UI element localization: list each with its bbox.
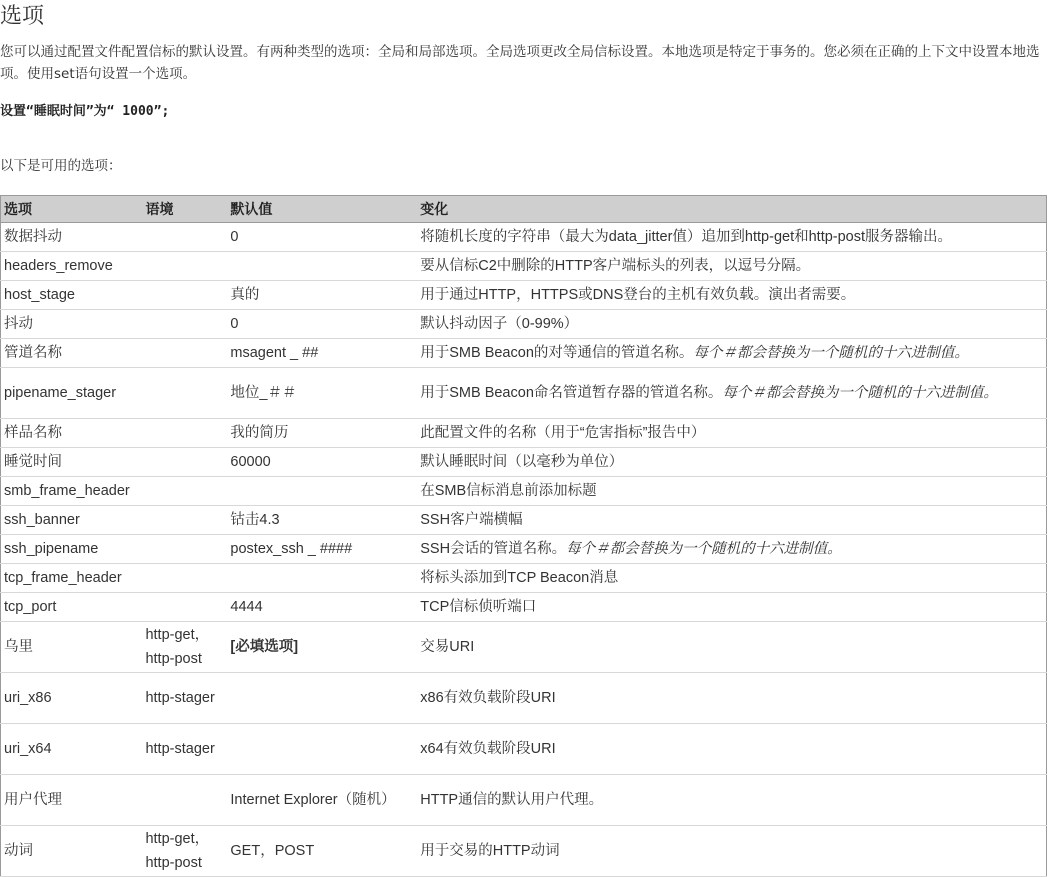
cell-change: 默认睡眠时间（以毫秒为单位） <box>417 448 1046 477</box>
available-options-label: 以下是可用的选项： <box>0 158 122 174</box>
cell-context: http-get，http-post <box>142 622 227 673</box>
table-row <box>1 448 1047 477</box>
cell-default: 钴击4.3 <box>227 506 417 535</box>
cell-option: 乌里 <box>1 622 143 673</box>
cell-default <box>227 724 417 775</box>
cell-option: ssh_pipename <box>1 535 143 564</box>
table-row <box>1 564 1047 593</box>
cell-change: SSH客户端横幅 <box>417 506 1046 535</box>
cell-context <box>142 448 227 477</box>
cell-default: 0 <box>227 223 417 252</box>
cell-option: uri_x64 <box>1 724 143 775</box>
cell-option: pipename_stager <box>1 368 143 419</box>
cell-change: 用于交易的HTTP动词 <box>417 826 1046 877</box>
cell-context <box>142 252 227 281</box>
cell-default: 60000 <box>227 448 417 477</box>
cell-change: 此配置文件的名称（用于“危害指标”报告中） <box>417 419 1046 448</box>
cell-default: Internet Explorer（随机） <box>227 775 417 826</box>
cell-default: 地位_＃＃ <box>227 368 417 419</box>
table-row <box>1 724 1047 775</box>
cell-context <box>142 368 227 419</box>
cell-context: http-stager <box>142 724 227 775</box>
page-title: 选项 <box>0 4 45 29</box>
cell-context: http-get，http-post <box>142 826 227 877</box>
cell-default: msagent _ ## <box>227 339 417 368</box>
table-row <box>1 593 1047 622</box>
cell-option: 睡觉时间 <box>1 448 143 477</box>
table-row <box>1 252 1047 281</box>
options-table <box>0 195 1047 877</box>
header-default: 默认值 <box>227 196 417 223</box>
cell-change: 在SMB信标消息前添加标题 <box>417 477 1046 506</box>
cell-note: 每个＃都会替换为一个随机的十六进制值。 <box>693 345 969 361</box>
cell-option: 用户代理 <box>1 775 143 826</box>
intro-paragraph: 您可以通过配置文件配置信标的默认设置。有两种类型的选项：全局和局部选项。全局选项更改全局信标设置。本地选项是特定于事务的。您必须在正确的上下文中设置本地选项。使用set语句设置一个选项。 <box>0 44 1040 82</box>
cell-change: 默认抖动因子（0-99%） <box>417 310 1046 339</box>
cell-context <box>142 775 227 826</box>
cell-option: host_stage <box>1 281 143 310</box>
cell-option: 样品名称 <box>1 419 143 448</box>
cell-default: 真的 <box>227 281 417 310</box>
cell-option: ssh_banner <box>1 506 143 535</box>
header-option: 选项 <box>1 196 143 223</box>
cell-option: tcp_frame_header <box>1 564 143 593</box>
cell-context <box>142 477 227 506</box>
cell-context <box>142 564 227 593</box>
cell-default: postex_ssh _ #### <box>227 535 417 564</box>
table-row <box>1 775 1047 826</box>
table-row <box>1 673 1047 724</box>
cell-context <box>142 339 227 368</box>
cell-default <box>227 252 417 281</box>
cell-context <box>142 535 227 564</box>
cell-default <box>227 477 417 506</box>
cell-option: uri_x86 <box>1 673 143 724</box>
header-change: 变化 <box>417 196 1046 223</box>
cell-context <box>142 281 227 310</box>
cell-change: HTTP通信的默认用户代理。 <box>417 775 1046 826</box>
table-row <box>1 223 1047 252</box>
header-context: 语境 <box>142 196 227 223</box>
table-row <box>1 419 1047 448</box>
cell-change: SSH会话的管道名称。每个＃都会替换为一个随机的十六进制值。 <box>417 535 1046 564</box>
cell-default <box>227 564 417 593</box>
cell-change: 用于SMB Beacon的对等通信的管道名称。每个＃都会替换为一个随机的十六进制值。 <box>417 339 1046 368</box>
cell-default: [必填选项] <box>227 622 417 673</box>
cell-option: 动词 <box>1 826 143 877</box>
cell-change: 要从信标C2中删除的HTTP客户端标头的列表，以逗号分隔。 <box>417 252 1046 281</box>
cell-default: 0 <box>227 310 417 339</box>
table-row <box>1 281 1047 310</box>
cell-context <box>142 223 227 252</box>
cell-context <box>142 310 227 339</box>
cell-change: 用于通过HTTP，HTTPS或DNS登台的主机有效负载。演出者需要。 <box>417 281 1046 310</box>
cell-default: 4444 <box>227 593 417 622</box>
cell-option: smb_frame_header <box>1 477 143 506</box>
cell-change: 将标头添加到TCP Beacon消息 <box>417 564 1046 593</box>
cell-default <box>227 673 417 724</box>
table-row <box>1 506 1047 535</box>
cell-note: 每个＃都会替换为一个随机的十六进制值。 <box>722 385 998 401</box>
cell-context: http-stager <box>142 673 227 724</box>
table-row <box>1 339 1047 368</box>
cell-default: 我的简历 <box>227 419 417 448</box>
cell-context <box>142 506 227 535</box>
cell-note: 每个＃都会替换为一个随机的十六进制值。 <box>566 541 842 557</box>
cell-change: 用于SMB Beacon命名管道暂存器的管道名称。每个＃都会替换为一个随机的十六进制值。 <box>417 368 1046 419</box>
table-row <box>1 368 1047 419</box>
cell-default: GET，POST <box>227 826 417 877</box>
cell-option: 抖动 <box>1 310 143 339</box>
cell-option: headers_remove <box>1 252 143 281</box>
code-example: 设置“睡眠时间”为“ 1000”; <box>0 104 170 119</box>
cell-change: 将随机长度的字符串（最大为data_jitter值）追加到http-get和http-post服务器输出。 <box>417 223 1046 252</box>
cell-change: x86有效负载阶段URI <box>417 673 1046 724</box>
table-row <box>1 535 1047 564</box>
table-header-row <box>1 196 1047 223</box>
cell-context <box>142 593 227 622</box>
cell-option: 管道名称 <box>1 339 143 368</box>
cell-change: 交易URI <box>417 622 1046 673</box>
cell-change: TCP信标侦听端口 <box>417 593 1046 622</box>
cell-context <box>142 419 227 448</box>
cell-option: 数据抖动 <box>1 223 143 252</box>
table-row <box>1 310 1047 339</box>
table-row <box>1 477 1047 506</box>
cell-option: tcp_port <box>1 593 143 622</box>
table-row <box>1 826 1047 877</box>
table-row <box>1 622 1047 673</box>
cell-change: x64有效负载阶段URI <box>417 724 1046 775</box>
